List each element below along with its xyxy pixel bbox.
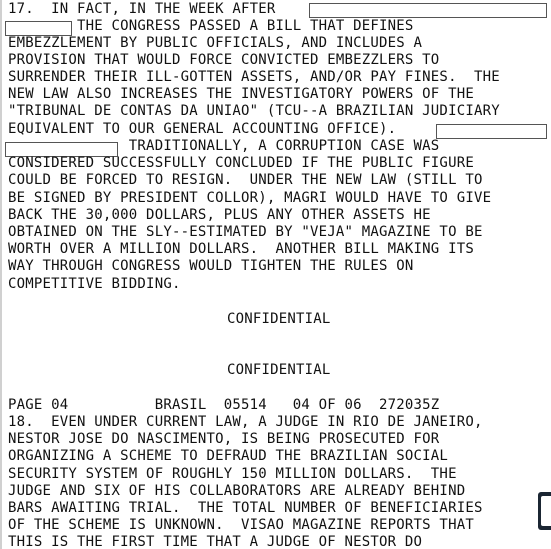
text-line: EQUIVALENT TO OUR GENERAL ACCOUNTING OFFICE). <box>8 121 397 137</box>
text-line: THE CONGRESS PASSED A BILL THAT DEFINES <box>8 18 414 34</box>
text-line: TRADITIONALLY, A CORRUPTION CASE WAS <box>8 138 440 154</box>
page-header: PAGE 04 BRASIL 05514 04 OF 06 272035Z <box>8 397 440 413</box>
redaction-box <box>436 124 547 139</box>
text-line: WAY THROUGH CONGRESS WOULD TIGHTEN THE RULES ON <box>8 258 414 274</box>
text-line: COULD BE FORCED TO RESIGN. UNDER THE NEW LAW (STILL TO <box>8 172 483 188</box>
text-line: THIS IS THE FIRST TIME THAT A JUDGE OF NESTOR DO <box>8 534 423 549</box>
text-line: BACK THE 30,000 DOLLARS, PLUS ANY OTHER ASSETS HE <box>8 207 431 223</box>
text-line: BE SIGNED BY PRESIDENT COLLOR), MAGRI WOULD HAVE TO GIVE <box>8 190 492 206</box>
text-line: "TRIBUNAL DE CONTAS DA UNIAO" (TCU--A BRAZILIAN JUDICIARY <box>8 103 500 119</box>
text-line: WORTH OVER A MILLION DOLLARS. ANOTHER BILL MAKING ITS <box>8 241 474 257</box>
text-line: EMBEZZLEMENT BY PUBLIC OFFICIALS, AND INCLUDES A <box>8 35 423 51</box>
redaction-box <box>309 3 547 18</box>
next-page-edge-inner <box>541 496 551 526</box>
classification-marking: CONFIDENTIAL <box>227 311 331 327</box>
text-line: JUDGE AND SIX OF HIS COLLABORATORS ARE ALREADY BEHIND <box>8 483 466 499</box>
text-line: CONSIDERED SUCCESSFULLY CONCLUDED IF THE PUBLIC FIGURE <box>8 155 474 171</box>
text-line: SECURITY SYSTEM OF ROUGHLY 150 MILLION DOLLARS. THE <box>8 466 457 482</box>
text-line: NEW LAW ALSO INCREASES THE INVESTIGATORY POWERS OF THE <box>8 86 474 102</box>
text-line: ORGANIZING A SCHEME TO DEFRAUD THE BRAZILIAN SOCIAL <box>8 448 449 464</box>
text-line: PROVISION THAT WOULD FORCE CONVICTED EMBEZZLERS TO <box>8 52 440 68</box>
text-line: SURRENDER THEIR ILL-GOTTEN ASSETS, AND/OR PAY FINES. THE <box>8 69 500 85</box>
text-line: COMPETITIVE BIDDING. <box>8 276 181 292</box>
text-line: OF THE SCHEME IS UNKNOWN. VISAO MAGAZINE REPORTS THAT <box>8 517 474 533</box>
text-line: OBTAINED ON THE SLY--ESTIMATED BY "VEJA" MAGAZINE TO BE <box>8 224 483 240</box>
text-line: NESTOR JOSE DO NASCIMENTO, IS BEING PROSECUTED FOR <box>8 431 440 447</box>
page-left-edge <box>0 0 2 549</box>
text-line: BARS AWAITING TRIAL. THE TOTAL NUMBER OF BENEFICIARIES <box>8 500 483 516</box>
classification-marking: CONFIDENTIAL <box>227 362 331 378</box>
text-line: 18. EVEN UNDER CURRENT LAW, A JUDGE IN RIO DE JANEIRO, <box>8 414 483 430</box>
text-line: 17. IN FACT, IN THE WEEK AFTER <box>8 1 276 17</box>
